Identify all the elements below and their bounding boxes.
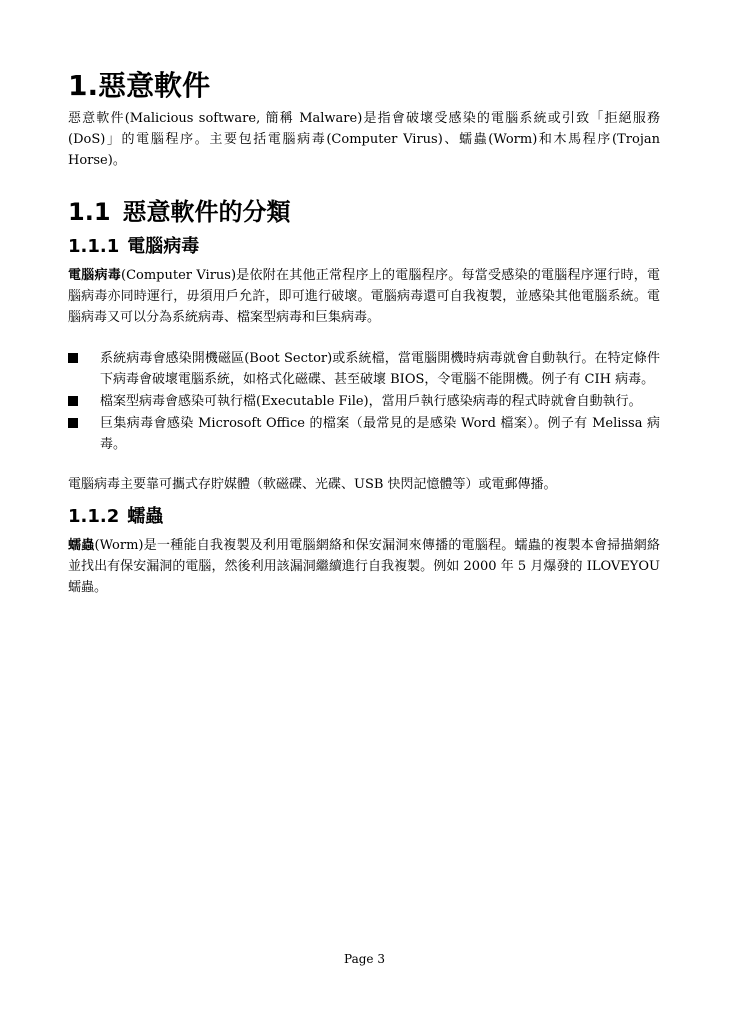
subsection-heading-worm	[68, 505, 660, 529]
subsection-number-worm: 1.1.2	[68, 506, 120, 527]
worm-body-text: (Worm)是一種能自我複製及利用電腦網絡和保安漏洞來傳播的電腦程。蠕蟲的複製本會掃描網絡並找出有保安漏洞的電腦，然後利用該漏洞繼續進行自我複製。例如 2000 年 5 月爆發的 ILOVEYOU 蠕蟲。	[68, 538, 660, 595]
worm-lead-term: 蠕蟲	[68, 538, 95, 553]
list-item	[68, 413, 660, 455]
virus-paragraph	[68, 265, 660, 328]
list-item	[68, 348, 660, 390]
intro-paragraph: 惡意軟件(Malicious software, 簡稱 Malware)是指會破壞受感染的電腦系統或引致「拒絕服務(DoS)」的電腦程序。主要包括電腦病毒(Computer Virus)、蠕蟲(Worm)和木馬程序(Trojan Horse)。	[68, 111, 660, 168]
virus-body-text: (Computer Virus)是依附在其他正常程序上的電腦程序。每當受感染的電腦程序運行時，電腦病毒亦同時運行，毋須用戶允許，即可進行破壞。電腦病毒還可自我複製，並感染其他電腦系統。電腦病毒又可以分為系統病毒、檔案型病毒和巨集病毒。	[68, 268, 660, 325]
square-bullet-icon	[68, 353, 78, 363]
square-bullet-icon	[68, 418, 78, 428]
chapter-number: 1.	[68, 69, 99, 102]
virus-type-list	[68, 348, 660, 455]
subsection-number-virus: 1.1.1	[68, 236, 120, 257]
subsection-heading-virus	[68, 235, 660, 259]
chapter-title: 惡意軟件	[98, 69, 211, 102]
document-page	[68, 70, 660, 598]
list-item	[68, 391, 660, 412]
page-number: Page 3	[344, 952, 385, 966]
list-item-text: 巨集病毒會感染 Microsoft Office 的檔案（最常見的是感染 Word 檔案）。例子有 Melissa 病毒。	[100, 416, 660, 452]
square-bullet-icon	[68, 396, 78, 406]
chapter-heading	[68, 70, 660, 102]
virus-spread-paragraph: 電腦病毒主要靠可攜式存貯媒體（軟磁碟、光碟、USB 快閃記憶體等）或電郵傳播。	[68, 477, 557, 492]
section-heading	[68, 197, 660, 227]
section-title: 惡意軟件的分類	[122, 198, 291, 226]
subsection-title-worm: 蠕蟲	[127, 506, 164, 527]
virus-lead-term: 電腦病毒	[68, 268, 121, 283]
list-item-text: 檔案型病毒會感染可執行檔(Executable File)，當用戶執行感染病毒的程式時就會自動執行。	[100, 394, 642, 409]
section-number: 1.1	[68, 198, 111, 226]
list-item-text: 系統病毒會感染開機磁區(Boot Sector)或系統檔，當電腦開機時病毒就會自動執行。在特定條件下病毒會破壞電腦系統，如格式化磁碟、甚至破壞 BIOS，令電腦不能開機。例子有 CIH 病毒。	[100, 351, 660, 387]
worm-paragraph	[68, 535, 660, 598]
subsection-title-virus: 電腦病毒	[127, 236, 200, 257]
